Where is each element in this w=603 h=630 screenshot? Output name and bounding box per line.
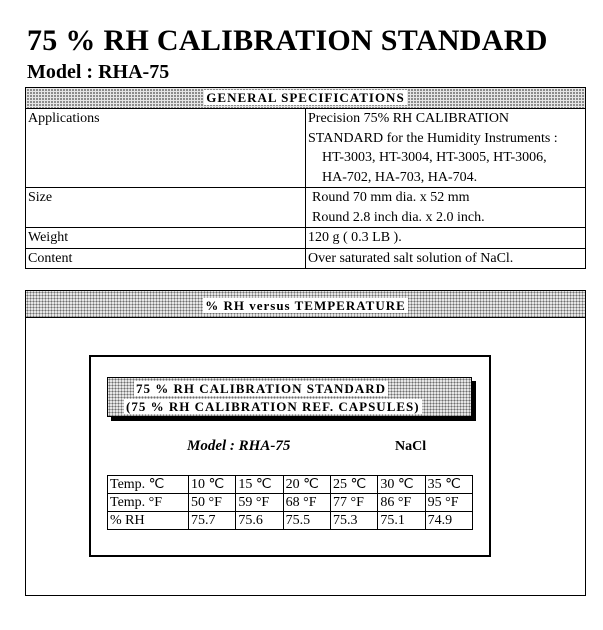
spec-row-weight [26, 228, 586, 249]
rh-temperature-table [107, 475, 473, 530]
table-cell: 75.1 [378, 512, 425, 530]
table-cell: 25 ℃ [330, 476, 377, 494]
spec-value-weight: 120 g ( 0.3 LB ). [306, 228, 586, 249]
table-cell: 75.5 [283, 512, 330, 530]
table-row [108, 494, 473, 512]
table-cell: % RH [108, 512, 189, 530]
table-row [108, 512, 473, 530]
table-cell: 15 ℃ [236, 476, 283, 494]
card-model-text: Model : RHA-75 [187, 438, 291, 454]
table-cell: 75.7 [189, 512, 236, 530]
spec-row-applications [26, 109, 586, 188]
table-cell: 75.6 [236, 512, 283, 530]
table-row [108, 476, 473, 494]
table-cell: 20 ℃ [283, 476, 330, 494]
general-specifications-header: GENERAL SPECIFICATIONS [26, 88, 586, 109]
table-cell: Temp. ℃ [108, 476, 189, 494]
spec-label-weight: Weight [26, 228, 306, 249]
spec-label-size: Size [26, 188, 306, 228]
table-cell: 95 °F [425, 494, 472, 512]
label-line-1: 75 % RH CALIBRATION STANDARD [136, 381, 386, 396]
calibration-label-box [107, 377, 472, 417]
table-cell: 68 °F [283, 494, 330, 512]
salt-name: NaCl [395, 439, 427, 454]
label-line-2: (75 % RH CALIBRATION REF. CAPSULES) [126, 399, 420, 414]
table-cell: 50 °F [189, 494, 236, 512]
general-specifications-table [25, 87, 586, 269]
table-cell: 35 ℃ [425, 476, 472, 494]
rh-vs-temperature-header: % RH versus TEMPERATURE [26, 291, 585, 318]
table-cell: 30 ℃ [378, 476, 425, 494]
spec-value-content: Over saturated salt solution of NaCl. [306, 248, 586, 269]
table-cell: 75.3 [330, 512, 377, 530]
table-cell: 59 °F [236, 494, 283, 512]
spec-value-applications: Precision 75% RH CALIBRATION STANDARD for the Humidity Instruments : HT-3003, HT-3004, HT-3005, HT-3006, HA-702, HA-703, HA-704. [306, 109, 586, 188]
model-heading: Model : RHA-75 [27, 61, 170, 83]
spec-label-content: Content [26, 248, 306, 269]
table-cell: Temp. °F [108, 494, 189, 512]
spec-row-content [26, 248, 586, 269]
table-cell: 74.9 [425, 512, 472, 530]
page-title: 75 % RH CALIBRATION STANDARD [27, 24, 548, 57]
spec-row-size [26, 188, 586, 228]
table-cell: 10 ℃ [189, 476, 236, 494]
spec-value-size: Round 70 mm dia. x 52 mm Round 2.8 inch dia. x 2.0 inch. [306, 188, 586, 228]
table-cell: 86 °F [378, 494, 425, 512]
table-cell: 77 °F [330, 494, 377, 512]
spec-label-applications: Applications [26, 109, 306, 188]
calibration-label-card [89, 355, 491, 557]
